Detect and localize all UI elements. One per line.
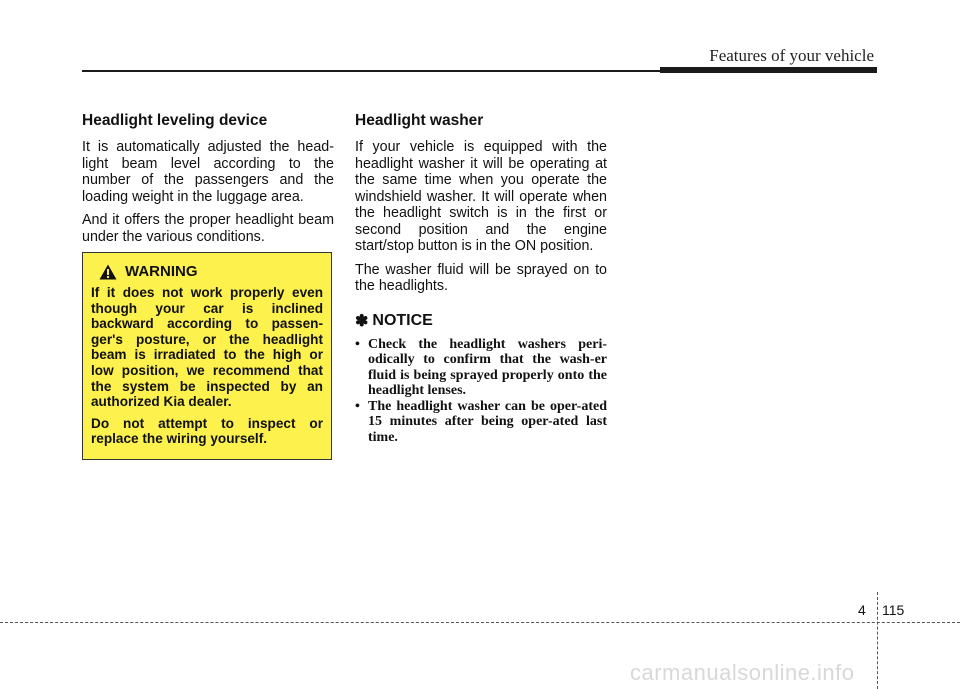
warning-triangle-icon [99, 264, 117, 280]
footer-divider [877, 592, 878, 689]
washer-paragraph-1: If your vehicle is equipped with the headlight washer it will be operating at the same time when you operate the windshield washer. It will operate when the headlight switch is in the first or second position and the engine start/stop button is in the ON position. [355, 139, 607, 254]
warning-paragraph-2: Do not attempt to inspect or replace the wiring yourself. [91, 415, 323, 447]
notice-item [355, 399, 607, 446]
notice-item-text: The headlight washer can be oper-ated 15 minutes after being oper-ated last time. [368, 398, 607, 445]
notice-item-text: Check the headlight washers peri-odically to confirm that the wash-er fluid is being sprayed properly onto the headlight lenses. [368, 336, 607, 398]
right-column [355, 112, 607, 445]
header-rule-accent [660, 67, 877, 73]
header-rule [82, 70, 660, 72]
page-section-title: Features of your vehicle [709, 46, 874, 65]
warning-title: WARNING [125, 263, 198, 280]
footer-rule [0, 622, 960, 623]
notice-asterisk-icon: ✽ [355, 312, 369, 330]
leveling-device-heading: Headlight leveling device [82, 112, 268, 129]
leveling-paragraph-1: It is automatically adjusted the head-light beam level according to the number of the passengers and the loading weight in the luggage area. [82, 139, 334, 205]
page-number: 115 [882, 602, 905, 618]
notice-list [355, 337, 607, 446]
notice-header [355, 311, 607, 331]
warning-header [91, 263, 323, 280]
notice-item [355, 337, 607, 399]
warning-box [82, 252, 332, 460]
chapter-number: 4 [858, 602, 866, 618]
bullet-icon: • [355, 398, 360, 414]
washer-paragraph-2: The washer fluid will be sprayed on to the headlights. [355, 261, 607, 294]
left-column [82, 112, 334, 252]
warning-paragraph-1: If it does not work properly even though your car is inclined backward according to passen-ger's posture, or the headlight beam is irradiated to the high or low position, we recommend that the system be inspected by an authorized Kia dealer. [91, 285, 323, 410]
leveling-paragraph-2: And it offers the proper headlight beam under the various conditions. [82, 212, 334, 245]
watermark: carmanualsonline.info [630, 660, 855, 685]
headlight-washer-heading: Headlight washer [355, 112, 484, 129]
bullet-icon: • [355, 336, 360, 352]
notice-title: NOTICE [372, 311, 433, 329]
